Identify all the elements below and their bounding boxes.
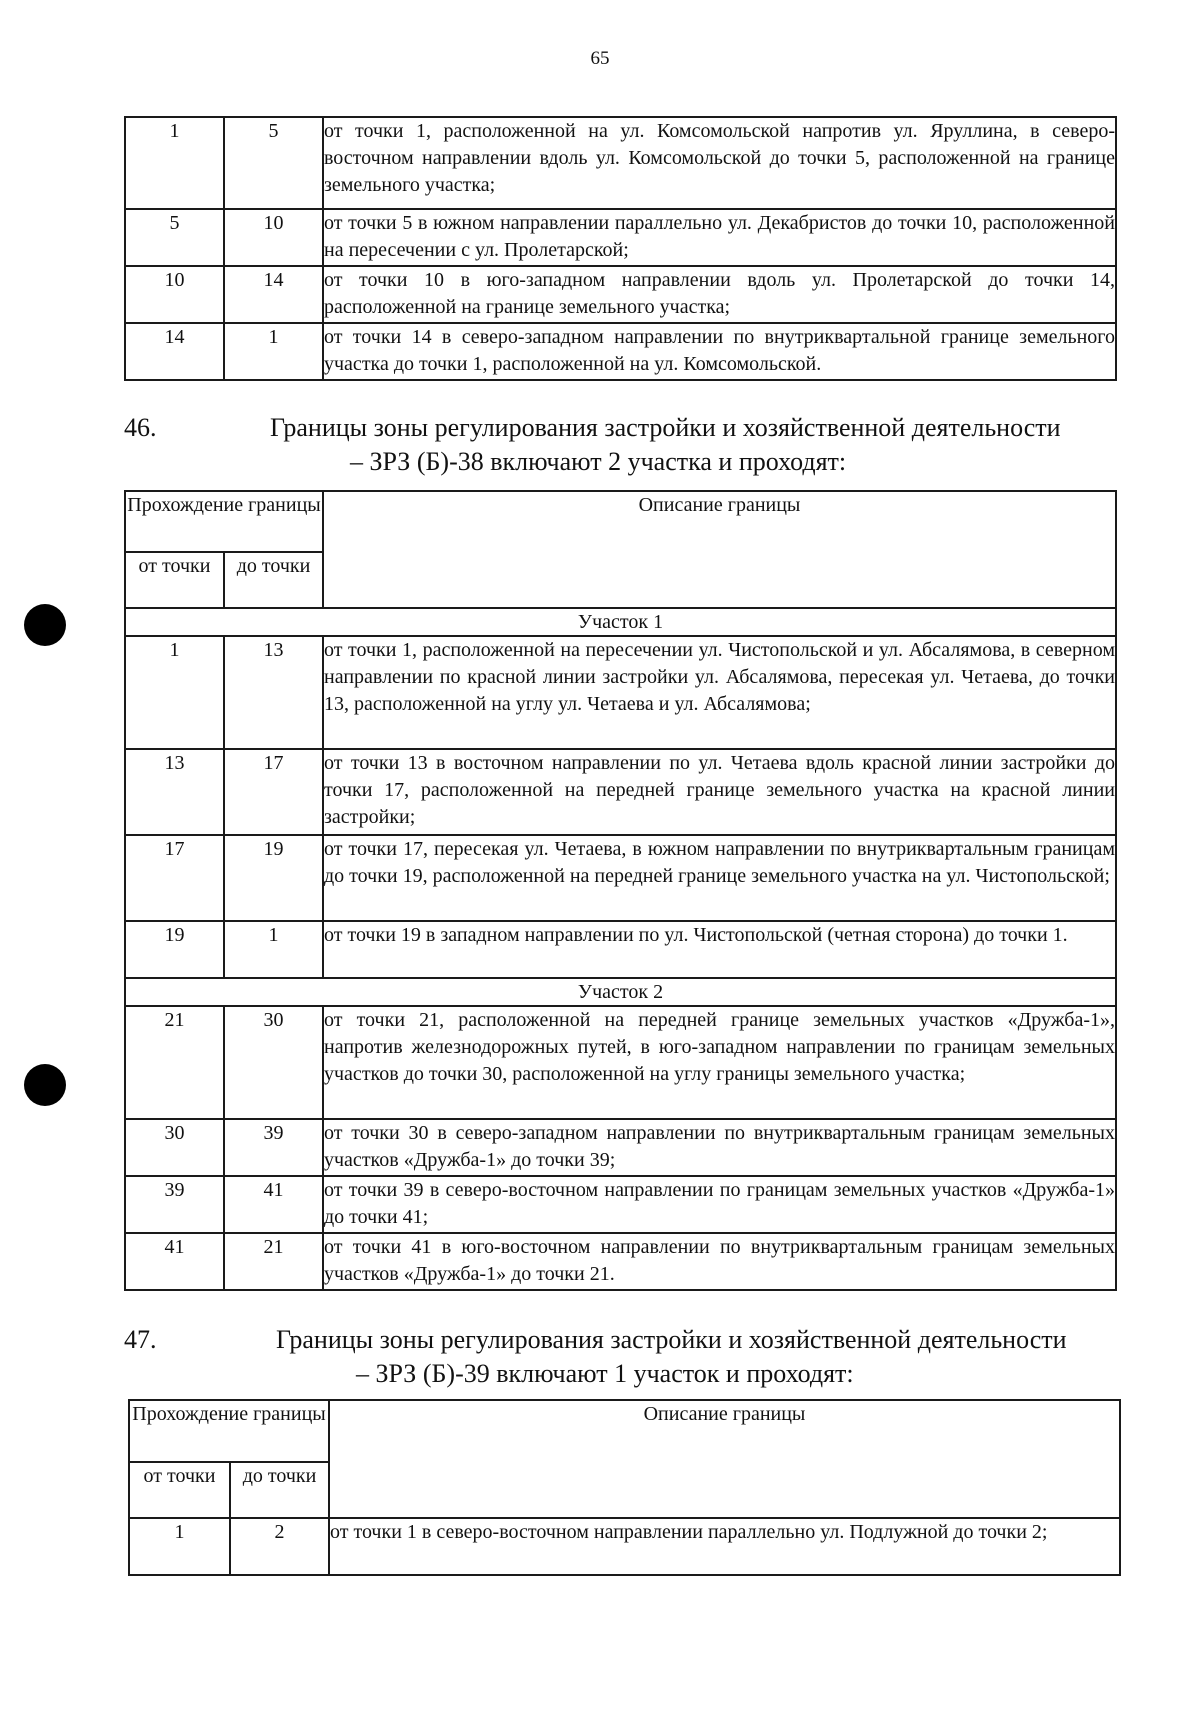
table-row bbox=[125, 117, 1116, 209]
table-row bbox=[125, 636, 1116, 749]
to-point: 1 bbox=[224, 323, 323, 380]
boundary-description: от точки 1 в северо-восточном направлении параллельно ул. Подлужной до точки 2; bbox=[329, 1518, 1120, 1575]
boundary-description: от точки 21, расположенной на передней границе земельных участков «Дружба-1», напротив железнодорожных путей, в юго-западном направлении по границам земельных участков до точки 30, расположенной на углу границы земельного участка; bbox=[323, 1006, 1116, 1119]
to-point: 10 bbox=[224, 209, 323, 266]
heading-line-2: – ЗРЗ (Б)-38 включают 2 участка и проходят: bbox=[350, 447, 847, 476]
table-row bbox=[125, 921, 1116, 978]
from-point: 21 bbox=[125, 1006, 224, 1119]
boundary-description: от точки 13 в восточном направлении по ул. Четаева вдоль красной линии застройки до точки 17, расположенной на передней границе земельного участка на красной линии застройки; bbox=[323, 749, 1116, 835]
heading-line-1: Границы зоны регулирования застройки и хозяйственной деятельности bbox=[270, 413, 1061, 442]
from-point: 19 bbox=[125, 921, 224, 978]
header-passage: Прохождение границы bbox=[125, 491, 323, 552]
from-point: 13 bbox=[125, 749, 224, 835]
header-to: до точки bbox=[224, 552, 323, 608]
header-row bbox=[125, 491, 1116, 552]
from-point: 39 bbox=[125, 1176, 224, 1233]
from-point: 1 bbox=[125, 117, 224, 209]
header-description: Описание границы bbox=[329, 1400, 1120, 1518]
section-46-heading bbox=[124, 411, 1124, 481]
plot-label: Участок 1 bbox=[125, 608, 1116, 636]
from-point: 1 bbox=[129, 1518, 230, 1575]
from-point: 5 bbox=[125, 209, 224, 266]
from-point: 30 bbox=[125, 1119, 224, 1176]
table-row bbox=[125, 1233, 1116, 1290]
header-passage: Прохождение границы bbox=[129, 1400, 329, 1462]
boundary-description: от точки 39 в северо-восточном направлении по границам земельных участков «Дружба-1» до точки 41; bbox=[323, 1176, 1116, 1233]
header-to: до точки bbox=[230, 1462, 329, 1518]
to-point: 21 bbox=[224, 1233, 323, 1290]
to-point: 5 bbox=[224, 117, 323, 209]
heading-line-2: – ЗРЗ (Б)-39 включают 1 участок и проходят: bbox=[356, 1359, 854, 1388]
boundary-description: от точки 41 в юго-восточном направлении по внутриквартальным границам земельных участков «Дружба-1» до точки 21. bbox=[323, 1233, 1116, 1290]
to-point: 1 bbox=[224, 921, 323, 978]
header-from: от точки bbox=[129, 1462, 230, 1518]
table-row bbox=[125, 1176, 1116, 1233]
boundary-description: от точки 1, расположенной на пересечении ул. Чистопольской и ул. Абсалямова, в северном направлении по красной линии застройки ул. Абсалямова, пересекая ул. Четаева, до точки 13, расположенной на углу ул. Четаева и ул. Абсалямова; bbox=[323, 636, 1116, 749]
table-row bbox=[125, 266, 1116, 323]
section-47-heading bbox=[124, 1323, 1124, 1393]
punch-hole bbox=[24, 1064, 66, 1106]
from-point: 1 bbox=[125, 636, 224, 749]
table-row bbox=[129, 1518, 1120, 1575]
from-point: 17 bbox=[125, 835, 224, 921]
table-row bbox=[125, 1119, 1116, 1176]
boundary-description: от точки 5 в южном направлении параллельно ул. Декабристов до точки 10, расположенной на пересечении с ул. Пролетарской; bbox=[323, 209, 1116, 266]
from-point: 14 bbox=[125, 323, 224, 380]
to-point: 17 bbox=[224, 749, 323, 835]
to-point: 13 bbox=[224, 636, 323, 749]
to-point: 41 bbox=[224, 1176, 323, 1233]
punch-hole bbox=[24, 604, 66, 646]
to-point: 39 bbox=[224, 1119, 323, 1176]
plot-label: Участок 2 bbox=[125, 978, 1116, 1006]
table-row bbox=[125, 749, 1116, 835]
section-row bbox=[125, 978, 1116, 1006]
from-point: 10 bbox=[125, 266, 224, 323]
heading-line-1: Границы зоны регулирования застройки и хозяйственной деятельности bbox=[276, 1325, 1067, 1354]
to-point: 2 bbox=[230, 1518, 329, 1575]
from-point: 41 bbox=[125, 1233, 224, 1290]
table-row bbox=[125, 323, 1116, 380]
to-point: 19 bbox=[224, 835, 323, 921]
section-number: 47. bbox=[124, 1325, 157, 1354]
to-point: 14 bbox=[224, 266, 323, 323]
boundary-description: от точки 14 в северо-западном направлении по внутриквартальной границе земельного участка до точки 1, расположенной на ул. Комсомольской. bbox=[323, 323, 1116, 380]
section-47-table bbox=[128, 1399, 1121, 1576]
page-number: 65 bbox=[590, 48, 610, 69]
section-row bbox=[125, 608, 1116, 636]
table-row bbox=[125, 1006, 1116, 1119]
section-number: 46. bbox=[124, 413, 157, 442]
boundary-description: от точки 30 в северо-западном направлении по внутриквартальным границам земельных участков «Дружба-1» до точки 39; bbox=[323, 1119, 1116, 1176]
boundary-description: от точки 19 в западном направлении по ул. Чистопольской (четная сторона) до точки 1. bbox=[323, 921, 1116, 978]
section-46-table bbox=[124, 490, 1117, 1291]
header-description: Описание границы bbox=[323, 491, 1116, 608]
to-point: 30 bbox=[224, 1006, 323, 1119]
header-from: от точки bbox=[125, 552, 224, 608]
boundary-description: от точки 10 в юго-западном направлении вдоль ул. Пролетарской до точки 14, расположенной на границе земельного участка; bbox=[323, 266, 1116, 323]
table-row bbox=[125, 835, 1116, 921]
header-row bbox=[129, 1400, 1120, 1462]
boundary-description: от точки 17, пересекая ул. Четаева, в южном направлении по внутриквартальным границам до точки 19, расположенной на передней границе земельного участка на ул. Чистопольской; bbox=[323, 835, 1116, 921]
continuation-table bbox=[124, 116, 1117, 381]
table-row bbox=[125, 209, 1116, 266]
boundary-description: от точки 1, расположенной на ул. Комсомольской напротив ул. Яруллина, в северо-восточном направлении вдоль ул. Комсомольской до точки 5, расположенной на границе земельного участка; bbox=[323, 117, 1116, 209]
